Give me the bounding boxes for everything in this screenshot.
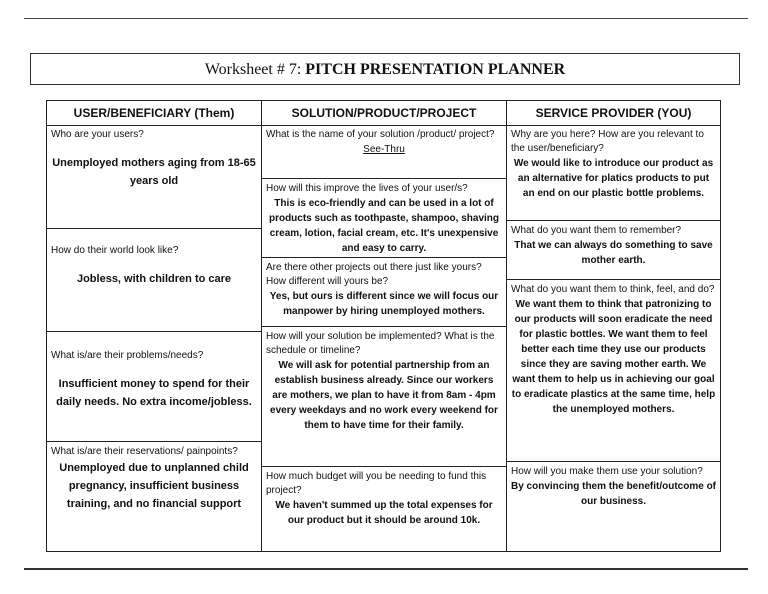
table-cell	[507, 280, 720, 462]
column-header: USER/BENEFICIARY (Them)	[47, 101, 261, 126]
planner-table	[46, 100, 721, 552]
question-text: How do their world look like?	[51, 245, 179, 256]
table-cell	[262, 467, 506, 551]
table-cell	[262, 258, 506, 327]
answer-text: We want them to think that patronizing to our products will soon eradicate the need for plastic bottles. We want them to feel better each time they use our products since they are saving mother earth. We want them to help us in achieving our goal to eradicate plastics at the same time, help the unemployed mothers.	[511, 299, 716, 415]
table-cell	[47, 332, 261, 442]
answer-text: Jobless, with children to care	[76, 273, 232, 285]
worksheet-title	[30, 53, 740, 85]
table-cell	[507, 125, 720, 221]
table-cell	[507, 221, 720, 280]
table-cell	[262, 125, 506, 179]
question-text: How will you make them use your solution?	[511, 466, 703, 477]
worksheet-number: Worksheet # 7:	[204, 61, 306, 78]
question-text: What is the name of your solution /product/ project?	[266, 129, 495, 140]
answer-text: Insufficient money to spend for their daily needs. No extra income/jobless.	[56, 378, 252, 408]
question-text: What do you want them to think, feel, and do?	[511, 284, 715, 295]
table-cell	[47, 442, 261, 551]
worksheet-title-text: PITCH PRESENTATION PLANNER	[305, 61, 566, 78]
answer-text: Unemployed mothers aging from 18-65 years old	[52, 157, 256, 187]
answer-text: Unemployed due to unplanned child pregnancy, insufficient business training, and no financial support	[59, 462, 249, 510]
question-text: Who are your users?	[51, 129, 144, 140]
answer-text: We haven't summed up the total expenses for our product but it should be around 10k.	[275, 500, 493, 526]
question-text: How much budget will you be needing to fund this project?	[266, 471, 487, 496]
table-cell	[507, 462, 720, 551]
column-user-beneficiary	[47, 101, 262, 551]
answer-text: We would like to introduce our product as an alternative for platics products to put an end on our plastic bottle problems.	[513, 158, 714, 199]
column-service-provider	[507, 101, 720, 551]
table-cell	[47, 125, 261, 229]
question-text: What do you want them to remember?	[511, 225, 682, 236]
answer-text: Yes, but ours is different since we will focus our manpower by hiring unemployed mothers.	[269, 291, 499, 317]
question-text: How will this improve the lives of your user/s?	[266, 183, 468, 194]
question-text: What is/are their problems/needs?	[51, 350, 204, 361]
answer-text: We will ask for potential partnership from an establish business already. Since our workers are mothers, we plan to have it from 8am - 4pm every weekdays and no work every weekend for them to have time for their family.	[270, 360, 498, 431]
answer-text: See-Thru	[363, 144, 405, 155]
table-cell	[47, 229, 261, 332]
answer-text: This is eco-friendly and can be used in a lot of products such as toothpaste, shampoo, shaving cream, lotion, facial cream, etc. It's unexpensive and easy to carry.	[268, 198, 500, 254]
column-solution-product-project	[262, 101, 507, 551]
question-text: What is/are their reservations/ painpoints?	[51, 446, 238, 457]
question-text: Why are you here? How are you relevant to the user/beneficiary?	[511, 129, 704, 154]
answer-text: By convincing them the benefit/outcome of our business.	[511, 481, 717, 507]
table-cell	[262, 327, 506, 467]
question-text: Are there other projects out there just like yours? How different will yours be?	[266, 262, 482, 287]
table-cell	[262, 179, 506, 258]
column-header: SERVICE PROVIDER (YOU)	[507, 101, 720, 126]
answer-text: That we can always do something to save mother earth.	[514, 240, 713, 266]
question-text: How will your solution be implemented? What is the schedule or timeline?	[266, 331, 495, 356]
column-header: SOLUTION/PRODUCT/PROJECT	[262, 101, 506, 126]
